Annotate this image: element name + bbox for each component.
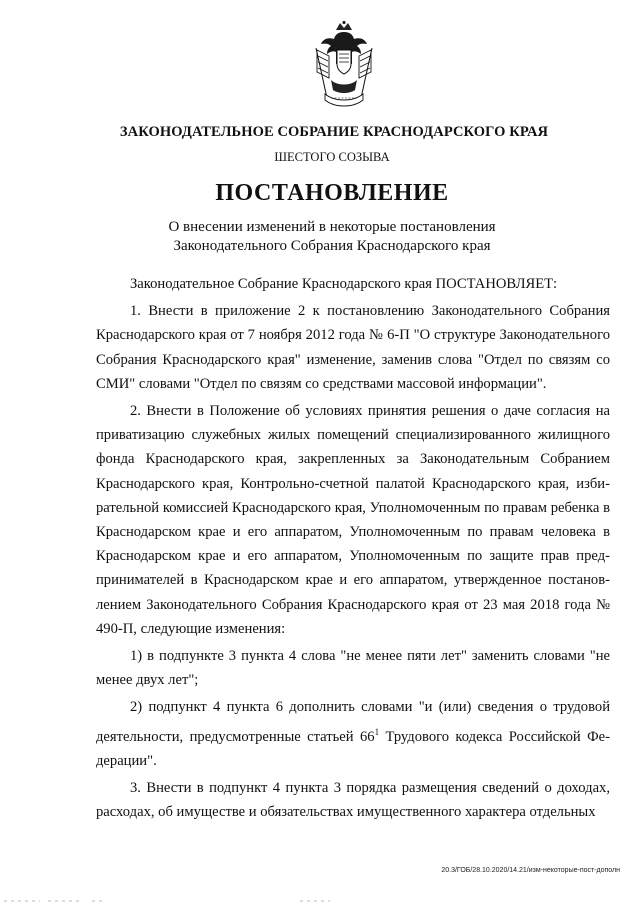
item-2-text: 2) подпункт 4 пункта 6 дополнить словами "и (или) сведения о трудовой деятельности, предусмотренные статьей 66 [96, 699, 610, 745]
paragraph-2-item-1: 1) в подпункте 3 пункта 4 слова "не менее пяти лет" заменить словами "не менее двух лет"; [96, 648, 610, 689]
document-registration-code: 20.3/ГОБ/28.10.2020/14.21/изм-некоторые-пост-дополн [441, 867, 620, 874]
document-subject [12, 218, 640, 256]
document-type-heading: ПОСТАНОВЛЕНИЕ [215, 180, 449, 206]
subject-line-2: Законодательного Собрания Краснодарского края [173, 238, 491, 254]
subject-line-1: О внесении изменений в некоторые постановления [168, 219, 496, 235]
document-body [96, 272, 610, 824]
paragraph-2: 2. Внести в Положение об условиях принятия решения о даче согласия на приватизацию служебных жилых помещений специализированного жилищного фонда Краснодарского края, закрепленных за Законодательным Собранием Краснодарского края, Контрольно-счетной палатой Краснодарского края, избирательной комиссией Краснодарского края, Уполномоченным по правам ребенка в Краснодарском крае и его аппаратом, Уполномоченным по правам человека в Краснодарском крае и его аппаратом, Уполномоченным по защите прав предпринимателей в Краснодарском крае и его аппаратом, утвержденное постановлением Законодательного Собрания Краснодарского края от 23 мая 2018 года № 490-П, следующие изменения: [96, 403, 610, 637]
paragraph-2-item-2 [96, 695, 610, 772]
paragraph-3: 3. Внести в подпункт 4 пункта 3 порядка размещения сведений о доходах, расходах, об имуществе и обязательствах имущественного характера отдельных [96, 779, 610, 821]
scan-edge-marks [0, 896, 640, 905]
convocation-label: ШЕСТОГО СОЗЫВА [274, 150, 390, 164]
item-2-text-end: Трудового кодекса Российской Федерации". [96, 728, 610, 769]
coat-of-arms-icon [309, 20, 379, 110]
organization-title: ЗАКОНОДАТЕЛЬНОЕ СОБРАНИЕ КРАСНОДАРСКОГО КРАЯ [119, 124, 549, 140]
paragraph-1: 1. Внести в приложение 2 к постановлению Законодательного Собрания Краснодарского края от 7 ноября 2012 года № 6-П "О структуре Законодательного Собрания Краснодарского края" изменение, заменив слова "Отдел по связям со СМИ" словами "Отдел по связям со средствами массовой информации". [96, 303, 610, 392]
resolution-intro: Законодательное Собрание Краснодарского края ПОСТАНОВЛЯЕТ: [130, 276, 558, 292]
article-superscript: 1 [374, 726, 380, 737]
